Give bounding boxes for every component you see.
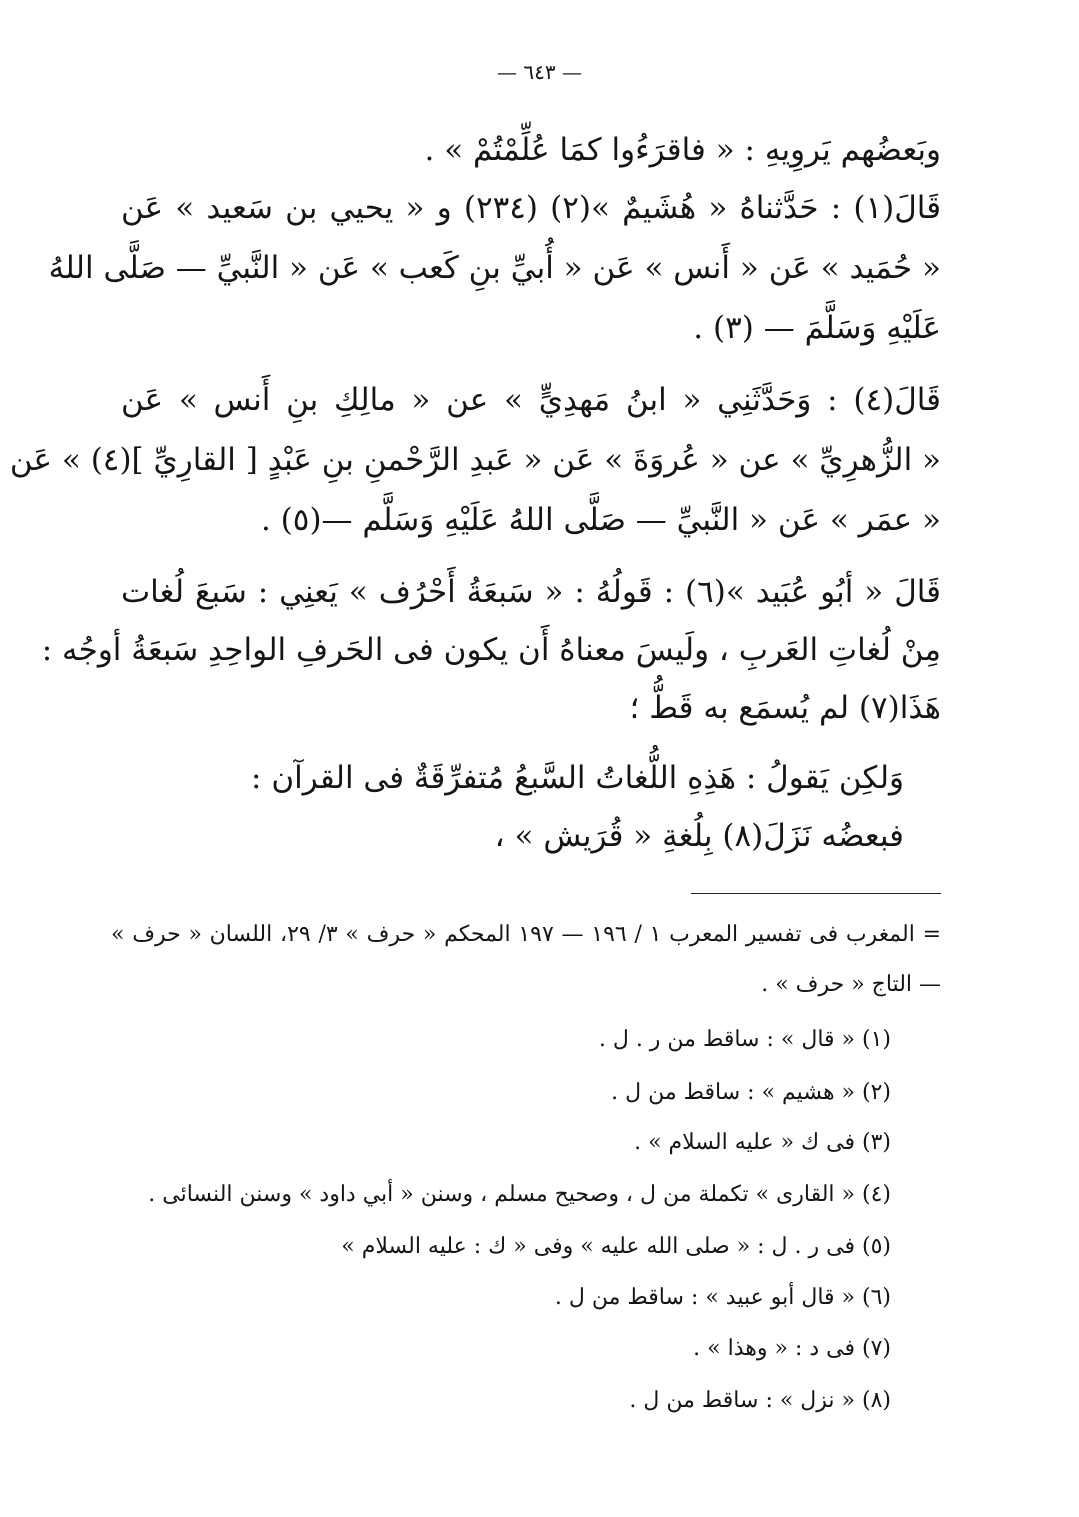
footnote-6: (٦) « قال أبو عبيد » : ساقط من ل . [554,1285,891,1310]
main-text-line: فبعضُه نَزَلَ(٨) بِلُغةِ « قُرَيش » ، [494,818,904,854]
footnote-3: (٣) فى ك « عليه السلام » . [634,1130,891,1155]
footnote-1: (١) « قال » : ساقط من ر . ل . [598,1027,891,1052]
footnote-2: (٢) « هشيم » : ساقط من ل . [611,1080,891,1105]
footnote-separator [691,893,941,894]
footnote-continuation-line: — التاج « حرف » . [761,972,941,997]
main-text-line: قَالَ « أبُو عُبَيد »(٦) : قَولُهُ : « سَبعَةُ أَحْرُف » يَعنِي : سَبعَ لُغات [121,574,941,610]
main-text-line: « الزُّهرِيِّ » عن « عُروَةَ » عَن « عَبدِ الرَّحْمنِ بنِ عَبْدٍ [ القارِيِّ ](٤) » عَن [9,442,941,478]
footnote-7: (٧) فى د : « وهذا » . [693,1336,891,1361]
footnote-8: (٨) « نزل » : ساقط من ل . [629,1388,891,1413]
main-text-line: قَالَ(٤) : وَحَدَّثَنِي « ابنُ مَهدِيٍّ » عن « مالِكِ بنِ أَنس » عَن [121,382,941,418]
main-text-line: عَلَيْهِ وَسَلَّمَ — (٣) . [693,310,941,346]
main-text-line: مِنْ لُغاتِ العَربِ ، ولَيسَ معناهُ أَن يكون فى الحَرفِ الواحِدِ سَبعَةُ أوجُه : [41,632,941,668]
main-text-line: « عمَر » عَن « النَّبيِّ — صَلَّى اللهُ عَلَيْهِ وَسَلَّم —(٥) . [260,502,941,538]
main-text-line: وبَعضُهم يَروِيهِ : « فاقرَءُوا كمَا عُلِّمْتُمْ » . [424,132,941,168]
main-text-line: « حُمَيد » عَن « أَنس » عَن « أُبيِّ بنِ كَعب » عَن « النَّبيِّ — صَلَّى اللهُ [48,250,941,286]
footnote-5: (٥) فى ر . ل : « صلى الله عليه » وفى « ك : عليه السلام » [341,1234,891,1259]
footnote-4: (٤) « القارى » تكملة من ل ، وصحيح مسلم ، وسنن « أبي داود » وسنن النسائى . [148,1182,891,1207]
main-text-line: هَذَا(٧) لم يُسمَع به قَطُّ ؛ [629,690,941,726]
main-text-line: وَلكِن يَقولُ : هَذِهِ اللُّغاتُ السَّبعُ مُتفرِّقَةٌ فى القرآن : [251,760,904,796]
main-text-line: قَالَ(١) : حَدَّثناهُ « هُشَيمٌ »(٢) (٢٣٤) و « يحيي بن سَعيد » عَن [121,190,942,226]
footnote-continuation-line: = المغرب فى تفسير المعرب ١ / ١٩٦ — ١٩٧ المحكم « حرف » ٣/ ٢٩، اللسان « حرف » [111,922,942,947]
page-number: — ٦٤٣ — [497,60,582,84]
